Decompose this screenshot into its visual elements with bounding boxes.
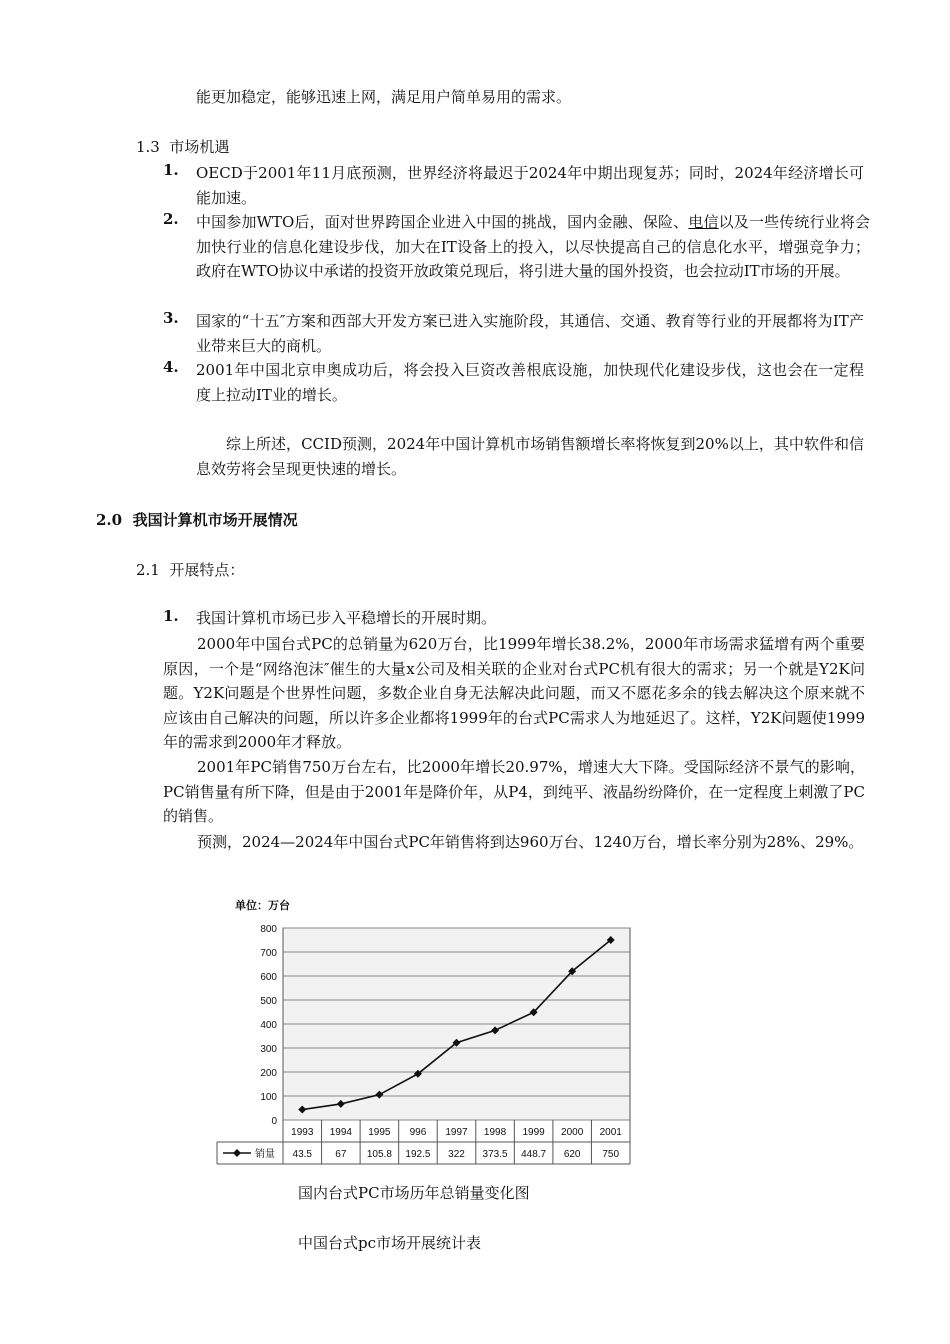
y-tick-label: 200 <box>260 1068 277 1079</box>
section-title: 开展特点： <box>169 561 245 579</box>
section-title: 市场机遇 <box>169 138 230 156</box>
y-tick-label: 500 <box>260 996 277 1007</box>
summary-paragraph: 综上所述，CCID预测，2024年中国计算机市场销售额增长率将恢复到20%以上，其中软件和信息效劳将会呈现更快速的增长。 <box>196 435 864 478</box>
table-caption: 中国台式pc市场开展统计表 <box>298 1234 482 1252</box>
figure-caption: 国内台式PC市场历年总销量变化图 <box>298 1184 530 1202</box>
data-label: 105.8 <box>366 1149 392 1160</box>
chart-unit-label: 单位：万台 <box>235 900 290 912</box>
feature-paragraph-3: 预测，2024—2024年中国台式PC年销售将到达960万台、1240万台，增长率分别为28%、29%。 <box>197 833 864 851</box>
data-label: 67 <box>335 1149 347 1160</box>
feature-title: 我国计算机市场已步入平稳增长的开展时期。 <box>196 609 497 627</box>
section-number: 2.1 <box>136 561 160 579</box>
y-tick-label: 700 <box>260 948 277 959</box>
section-number: 2.0 <box>96 511 123 529</box>
x-tick-label: 1997 <box>445 1127 468 1138</box>
section-2-0-heading <box>96 509 298 530</box>
intro-line: 能更加稳定，能够迅速上网，满足用户简单易用的需求。 <box>196 88 572 106</box>
x-tick-label: 1999 <box>522 1127 545 1138</box>
y-tick-label: 100 <box>260 1092 277 1103</box>
x-tick-label: 1998 <box>483 1127 507 1138</box>
legend-marker <box>233 1149 241 1157</box>
list-number: 1. <box>163 607 179 625</box>
list-number: 4. <box>163 358 179 376</box>
list-item: 国家的“十五″方案和西部大开发方案已进入实施阶段，其通信、交通、教育等行业的开展都将为IT产业带来巨大的商机。 <box>196 312 864 355</box>
list-number: 2. <box>163 210 179 228</box>
section-number: 1.3 <box>136 138 160 156</box>
data-label: 322 <box>448 1149 465 1160</box>
y-tick-label: 300 <box>260 1044 277 1055</box>
legend-entry: 销量 <box>255 1149 275 1160</box>
x-tick-label: 2000 <box>561 1127 584 1138</box>
section-1-3-heading <box>136 136 229 157</box>
data-label: 373.5 <box>482 1149 508 1160</box>
list-number: 3. <box>163 309 179 327</box>
list-number: 1. <box>163 161 179 179</box>
x-tick-label: 2001 <box>599 1127 622 1138</box>
y-tick-label: 800 <box>260 924 277 935</box>
list-item: 中国参加WTO后，面对世界跨国企业进入中国的挑战，国内金融、保险、电信以及一些传统行业将会加快行业的信息化建设步伐，加大在IT设备上的投入，以尽快提高自己的信息化水平，增强竞争力；政府在WTO协议中承诺的投资开放政策兑现后，将引进大量的国外投资，也会拉动IT市场的开展。 <box>196 213 870 280</box>
x-tick-label: 996 <box>409 1127 427 1138</box>
y-tick-label: 400 <box>260 1020 277 1031</box>
list-item: OECD于2001年11月底预测，世界经济将最迟于2024年中期出现复苏；同时，2024年经济增长可能加速。 <box>196 164 864 207</box>
data-label: 192.5 <box>405 1149 431 1160</box>
data-label: 448.7 <box>521 1149 547 1160</box>
data-label: 750 <box>602 1149 620 1160</box>
y-tick-label: 0 <box>271 1116 277 1127</box>
x-tick-label: 1994 <box>329 1127 352 1138</box>
feature-paragraph-2: 2001年PC销售750万台左右，比2000年增长20.97%，增速大大下降。受国际经济不景气的影响，PC销售量有所下降，但是由于2001年是降价年，从P4，到纯平、液晶纷纷降价，在一定程度上刺激了PC的销售。 <box>163 758 865 825</box>
section-2-1-heading <box>136 559 244 580</box>
x-tick-label: 1995 <box>368 1127 391 1138</box>
sales-line-chart <box>215 892 635 1167</box>
section-title: 我国计算机市场开展情况 <box>132 511 298 529</box>
feature-paragraph-1: 2000年中国台式PC的总销量为620万台，比1999年增长38.2%，2000年市场需求猛增有两个重要原因，一个是“网络泡沫″催生的大量x公司及相关联的企业对台式PC机有很大的需求；另一个就是Y2K问题。Y2K问题是个世界性问题，多数企业自身无法解决此问题，而又不愿花多余的钱去解决这个原来就不应该由自己解决的问题，所以许多企业都将1999年的台式PC需求人为地延迟了。这样，Y2K问题使1999年的需求到2000年才释放。 <box>163 635 865 751</box>
list-item: 2001年中国北京申奥成功后，将会投入巨资改善根底设施，加快现代化建设步伐，这也会在一定程度上拉动IT业的增长。 <box>196 361 864 404</box>
data-label: 620 <box>563 1149 581 1160</box>
x-tick-label: 1993 <box>291 1127 314 1138</box>
telecom-link[interactable]: 电信 <box>688 213 719 231</box>
y-tick-label: 600 <box>260 972 277 983</box>
data-label: 43.5 <box>292 1149 313 1160</box>
